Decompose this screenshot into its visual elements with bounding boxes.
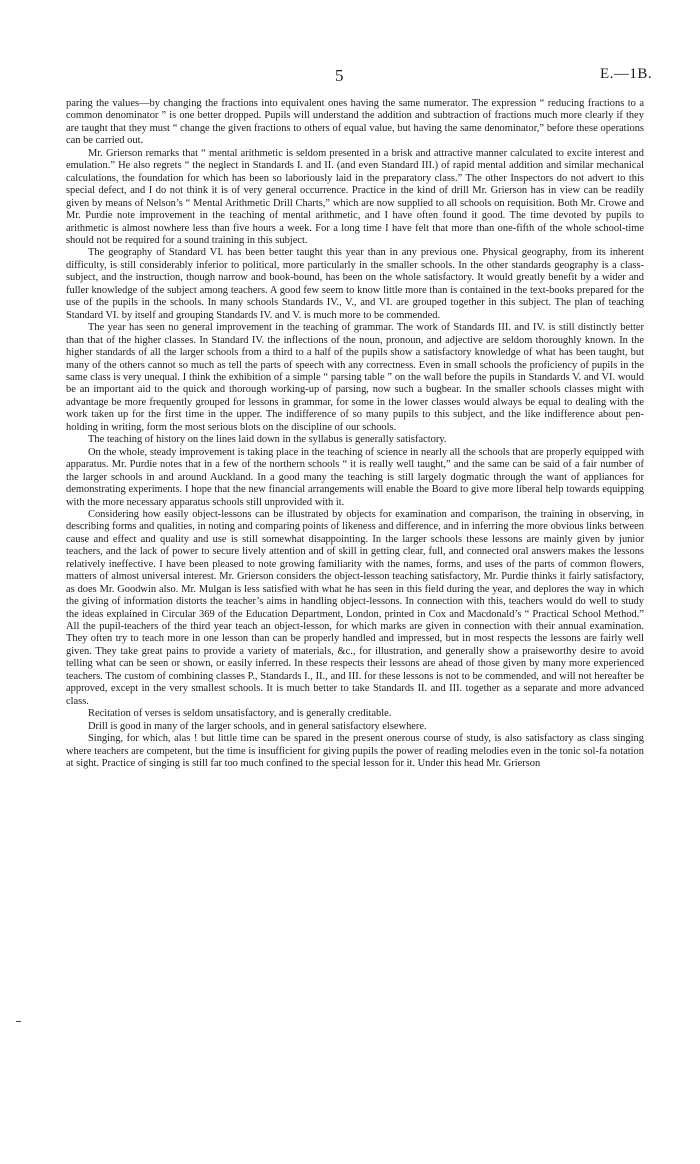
paragraph-fractions: paring the values—by changing the fractions into equivalent ones having the same numerator. The expression “ reducing fractions to a common denominator ” is one better dropped. Pupils will understand the addition and subtraction of fractions much more clearly if they are taught that they must “ change the given fractions to others of equal value, but having the same denominator,” before these operations can be carried out. (66, 98, 644, 147)
paragraph-mental-arithmetic: Mr. Grierson remarks that “ mental arithmetic is seldom presented in a brisk and attractive manner calculated to excite interest and emulation.” He also regrets “ the neglect in Standards I. and II. (and even Standard III.) of rapid mental addition and similar mechanical calculations, the foundation for which has been so laboriously laid in the preparatory class.” The other Inspectors do not advert to this special defect, and I do not think it is of very general occurrence. Practice in the kind of drill Mr. Grierson has in view can be readily given by means of Nelson’s “ Mental Arithmetic Drill Charts,” which are now supplied to all schools on requisition. Both Mr. Crowe and Mr. Purdie note improvement in the teaching of mental arithmetic, and I have often found it good. The time devoted by pupils to arithmetic is almost nowhere less than five hours a week. For a long time I have felt that more than one-fifth of the whole school-time should not be required for a sound training in this subject. (66, 147, 644, 246)
paragraph-science: On the whole, steady improvement is taking place in the teaching of science in nearly all the schools that are properly equipped with apparatus. Mr. Purdie notes that in a few of the northern schools “ it is really well taught,” and the same can be said of a fair number of the larger schools in and around Auckland. In a good many the teaching is still largely dogmatic through the want of appliances for demonstrating experiments. I hope that the new financial arrangements will enable the Board to give more liberal help towards equipping with the more necessary apparatus schools still unprovided with it. (66, 446, 644, 508)
paragraph-singing: Singing, for which, alas ! but little time can be spared in the present onerous course of study, is also satisfactory as class singing where teachers are competent, but the time is insufficient for giving pupils the power of reading melodies even in the tonic sol-fa notation at sight. Practice of singing is still far too much confined to the special lesson for it. Under this head Mr. Grierson (66, 733, 644, 770)
report-body (66, 98, 644, 770)
document-code: E.—1B. (600, 66, 653, 82)
paragraph-history: The teaching of history on the lines laid down in the syllabus is generally satisfactory. (88, 434, 447, 446)
margin-mark (16, 1021, 21, 1022)
paragraph-geography: The geography of Standard VI. has been better taught this year than in any previous one. Physical geography, from its inherent difficulty, is still considerably inferior to political, more particularly in the smaller schools. In the other standards geography is a class-subject, and the instruction, though narrow and book-bound, has been on the whole satisfactory. It would greatly benefit by a wider and fuller knowledge of the subject among teachers. A good few seem to know little more than is contained in the text-books prepared for the use of the pupils in the schools. In many schools Standards IV., V., and VI. are grouped together in this subject. The plan of teaching Standard VI. by itself and grouping Standards IV. and V. is much more to be commended. (66, 247, 644, 321)
paragraph-drill: Drill is good in many of the larger schools, and in general satisfactory elsewhere. (88, 720, 427, 732)
page-number: 5 (335, 66, 344, 85)
paragraph-object-lessons: Considering how easily object-lessons can be illustrated by objects for examination and comparison, the training in observing, in describing forms and qualities, in noting and comparing points of likeness and difference, and in inferring the more obvious links between cause and effect and quality and use is still somewhat disappointing. In the larger schools these lessons are mainly given by junior teachers, and the lack of power to secure lively attention and of skill in getting clear, full, and connected oral answers makes the lessons relatively ineffective. I have been pleased to note growing familiarity with the names, forms, and uses of the parts of common flowers, matters of almost universal interest. Mr. Grierson considers the object-lesson teaching satisfactory, Mr. Purdie thinks it fairly satisfactory, as does Mr. Goodwin also. Mr. Mulgan is less satisfied with what he has seen in this field during the year, and deplores the way in which the giving of information distorts the teacher’s aims in handling object-lessons. In connection with this, teachers would do well to study the ideas explained in Circular 369 of the Education Department, London, printed in Cox and Macdonald’s “ Practical School Method.” All the pupil-teachers of the third year teach an object-lesson, for which marks are given in connection with their annual examination. They often try to teach more in one lesson than can be properly handled and impressed, but in most respects the lessons are fairly well given. They take great pains to provide a variety of materials, &c., for illustration, and generally show a praiseworthy desire to avoid telling what can be seen or shown, or easily inferred. In these respects their lessons are ahead of those given by many more experienced teachers. The custom of combining classes P., Standards I., II., and III. for these lessons is not to be commended, and will not hereafter be approved, except in the very smallest schools. It is much better to take Standards II. and III. together as a separate and more advanced class. (66, 508, 644, 707)
paragraph-grammar: The year has seen no general improvement in the teaching of grammar. The work of Standards III. and IV. is still distinctly better than that of the higher classes. In Standard IV. the inflections of the noun, pronoun, and adjective are seldom thoroughly known. In the higher standards of all the larger schools from a third to a half of the pupils show a satisfactory knowledge of what has been taught, but many of the others cannot so much as tell the parts of speech with any correctness. Even in small schools the proficiency of pupils in the same class is very unequal. I think the exhibition of a simple “ parsing table ” on the wall before the pupils in Standards V. and VI. would be an important aid to the quick and thorough working-up of parsing, now such a bugbear. In the smaller schools classes might with advantage be more frequently grouped for lessons in grammar, for some in the lower classes would always be equal to dealing with the work taken up for the first time in the upper. The indifference of so many pupils to this subject, and the like indifference about pen-holding in writing, form the most serious blots on the discipline of our schools. (66, 322, 644, 433)
paragraph-recitation: Recitation of verses is seldom unsatisfactory, and is generally creditable. (88, 708, 392, 720)
